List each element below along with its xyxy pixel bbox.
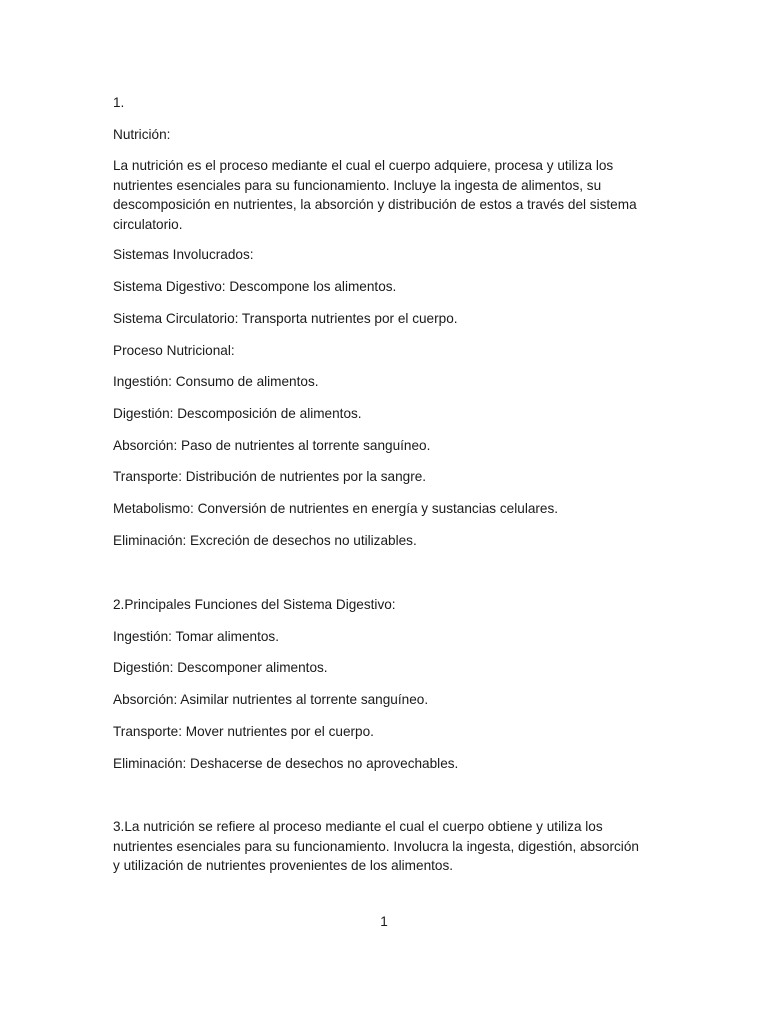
section-heading-functions: 2.Principales Funciones del Sistema Digestivo:: [113, 597, 396, 612]
list-item: Eliminación: Excreción de desechos no utilizables.: [113, 533, 417, 548]
nutrition-paragraph: [113, 156, 658, 234]
paragraph-line: nutrientes esenciales para su funcionamiento. Involucra la ingesta, digestión, absorción: [113, 838, 639, 854]
list-item: Metabolismo: Conversión de nutrientes en energía y sustancias celulares.: [113, 501, 559, 516]
summary-paragraph: [113, 817, 658, 876]
list-item: Eliminación: Deshacerse de desechos no aprovechables.: [113, 756, 459, 771]
page-number: 1: [380, 914, 388, 929]
section-heading-nutricion: Nutrición:: [113, 127, 171, 142]
list-item: Absorción: Paso de nutrientes al torrente sanguíneo.: [113, 438, 431, 453]
systems-heading: Sistemas Involucrados:: [113, 247, 254, 262]
list-item: Digestión: Descomponer alimentos.: [113, 660, 328, 675]
paragraph-line: circulatorio.: [113, 216, 183, 232]
list-item: Transporte: Distribución de nutrientes por la sangre.: [113, 469, 427, 484]
system-circulatory: Sistema Circulatorio: Transporta nutrientes por el cuerpo.: [113, 311, 458, 326]
list-item: Absorción: Asimilar nutrientes al torrente sanguíneo.: [113, 692, 429, 707]
paragraph-line: y utilización de nutrientes provenientes de los alimentos.: [113, 858, 454, 873]
paragraph-line: La nutrición es el proceso mediante el cual el cuerpo adquiere, procesa y utiliza los: [113, 158, 614, 173]
list-item: Transporte: Mover nutrientes por el cuerpo.: [113, 724, 374, 739]
paragraph-line: nutrientes esenciales para su funcionamiento. Incluye la ingesta de alimentos, su: [113, 177, 602, 193]
paragraph-line: descomposición en nutrientes, la absorción y distribución de estos a través del sistema: [113, 197, 637, 212]
list-item: Ingestión: Tomar alimentos.: [113, 629, 279, 644]
process-heading: Proceso Nutricional:: [113, 343, 235, 358]
section-number: 1.: [113, 95, 125, 110]
list-item: Ingestión: Consumo de alimentos.: [113, 374, 319, 389]
paragraph-line: 3.La nutrición se refiere al proceso mediante el cual el cuerpo obtiene y utiliza los: [113, 819, 603, 834]
system-digestive: Sistema Digestivo: Descompone los alimentos.: [113, 279, 397, 294]
list-item: Digestión: Descomposición de alimentos.: [113, 406, 362, 421]
